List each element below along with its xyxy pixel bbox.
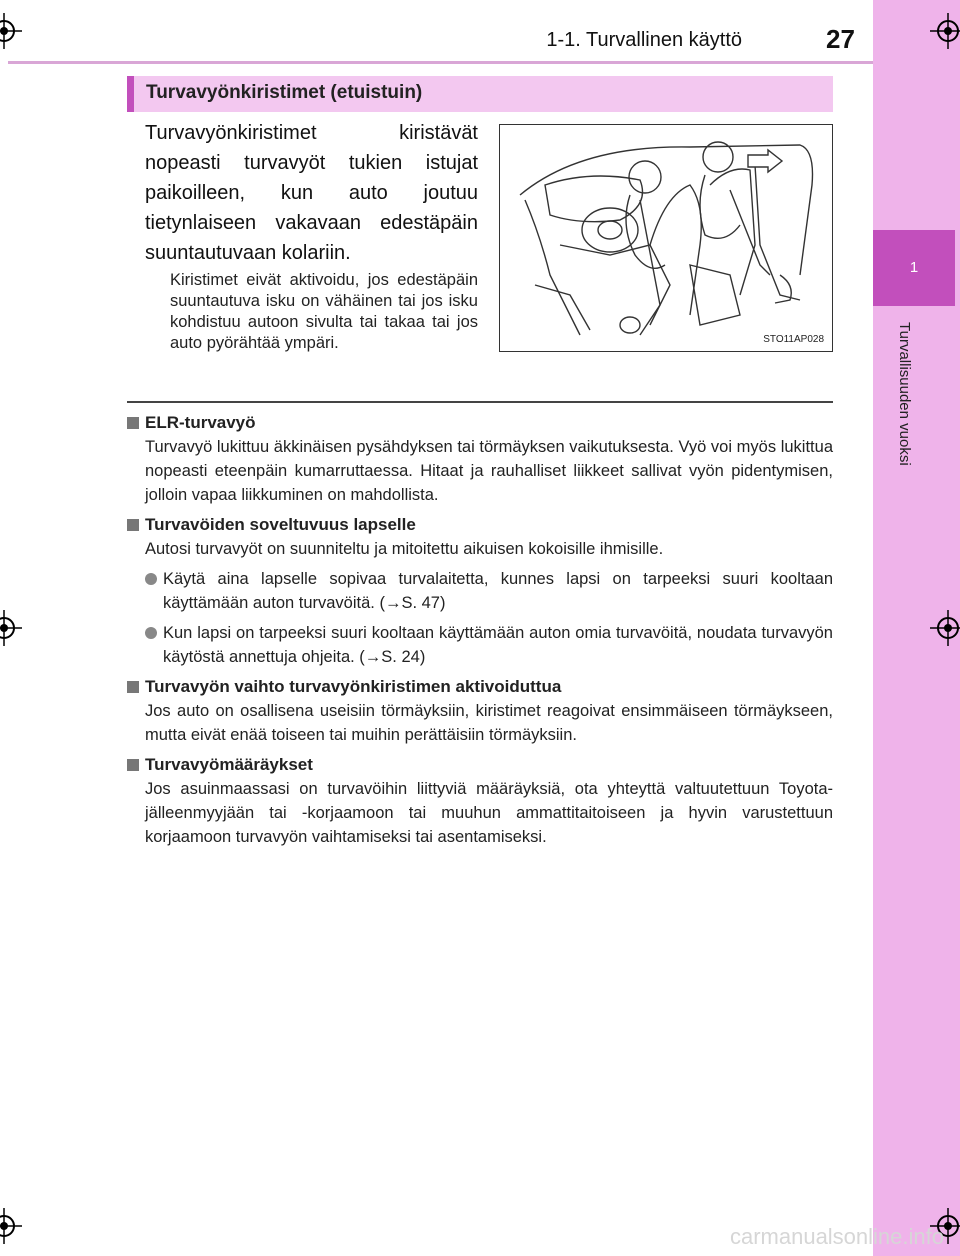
section-intro: Turvavyönkiristimet kiristävät nopeasti turvavyöt tukien istujat paikoilleen, kun auto joutuu tietynlaiseen vakavaan edestäpäin suuntautuvaan kolariin.	[145, 122, 478, 264]
seatbelt-pretensioner-illustration	[499, 124, 833, 352]
section-note: Kiristimet eivät aktivoidu, jos edestäpäin suuntautuva isku on vähäinen tai jos isku kohdistuu autoon sivulta tai takaa tai jos auto pyörähtää ympäri.	[170, 271, 478, 352]
section-title: Turvavyönkiristimet (etuistuin)	[146, 82, 423, 103]
note-heading: Turvavyön vaihto turvavyönkiristimen aktivoiduttua	[127, 675, 833, 699]
registration-mark-icon	[0, 13, 22, 49]
chapter-number-tab: 1	[873, 230, 955, 306]
section-divider	[127, 401, 833, 403]
page-number: 27	[826, 24, 855, 54]
note-heading: Turvavyömääräykset	[127, 753, 833, 777]
notes-list	[127, 411, 833, 855]
car-interior-drawing	[500, 125, 831, 350]
figure-id: STO11AP028	[763, 334, 824, 345]
note-heading: ELR-turvavyö	[127, 411, 833, 435]
note-text: Jos asuinmaassasi on turvavöihin liittyviä määräyksiä, ota yhteyttä valtuutettuun Toyota-jälleenmyyjään tai -korjaamoon tai muuhun ammattitaitoiseen ja hyvin varustettuun korjaamoon turvavyön vaihtamiseksi tai asentamiseksi.	[145, 780, 833, 846]
note-item	[127, 675, 833, 747]
registration-mark-icon	[930, 610, 960, 646]
note-item	[127, 753, 833, 849]
note-item	[127, 411, 833, 507]
chapter-label: Turvallisuuden vuoksi	[896, 322, 913, 466]
note-text: Jos auto on osallisena useisiin törmäyksiin, kiristimet reagoivat ensimmäiseen törmäykseen, mutta eivät enää toiseen tai muihin perättäisiin törmäyksiin.	[145, 702, 833, 744]
note-item	[127, 513, 833, 669]
running-header-title: 1-1. Turvallinen käyttö	[546, 29, 742, 51]
note-bullet: Kun lapsi on tarpeeksi suuri kooltaan käyttämään auton omia turvavöitä, noudata turvavyön käytöstä annettuja ohjeita. (→S. 24)	[127, 621, 833, 669]
registration-mark-icon	[0, 1208, 22, 1244]
note-bullet: Käytä aina lapselle sopivaa turvalaitetta, kunnes lapsi on tarpeeksi suuri kooltaan käyttämään auton turvavöitä. (→S. 47)	[127, 567, 833, 615]
watermark: carmanualsonline.info	[729, 1224, 944, 1249]
note-text: Turvavyö lukittuu äkkinäisen pysähdyksen tai törmäyksen vaikutuksesta. Vyö voi myös lukittua nopeasti eteenpäin kumarruttaessa. Hitaat ja rauhalliset liikkeet sallivat vyön pidentymisen, jolloin vapaa liikkuminen on mahdollista.	[145, 438, 833, 504]
header-rule	[8, 61, 873, 64]
note-text: Autosi turvavyöt on suunniteltu ja mitoitettu aikuisen kokoisille ihmisille.	[145, 540, 664, 558]
section-banner	[127, 76, 833, 112]
registration-mark-icon	[930, 13, 960, 49]
note-heading: Turvavöiden soveltuvuus lapselle	[127, 513, 833, 537]
arrow-right-icon	[748, 150, 782, 172]
registration-mark-icon	[0, 610, 22, 646]
